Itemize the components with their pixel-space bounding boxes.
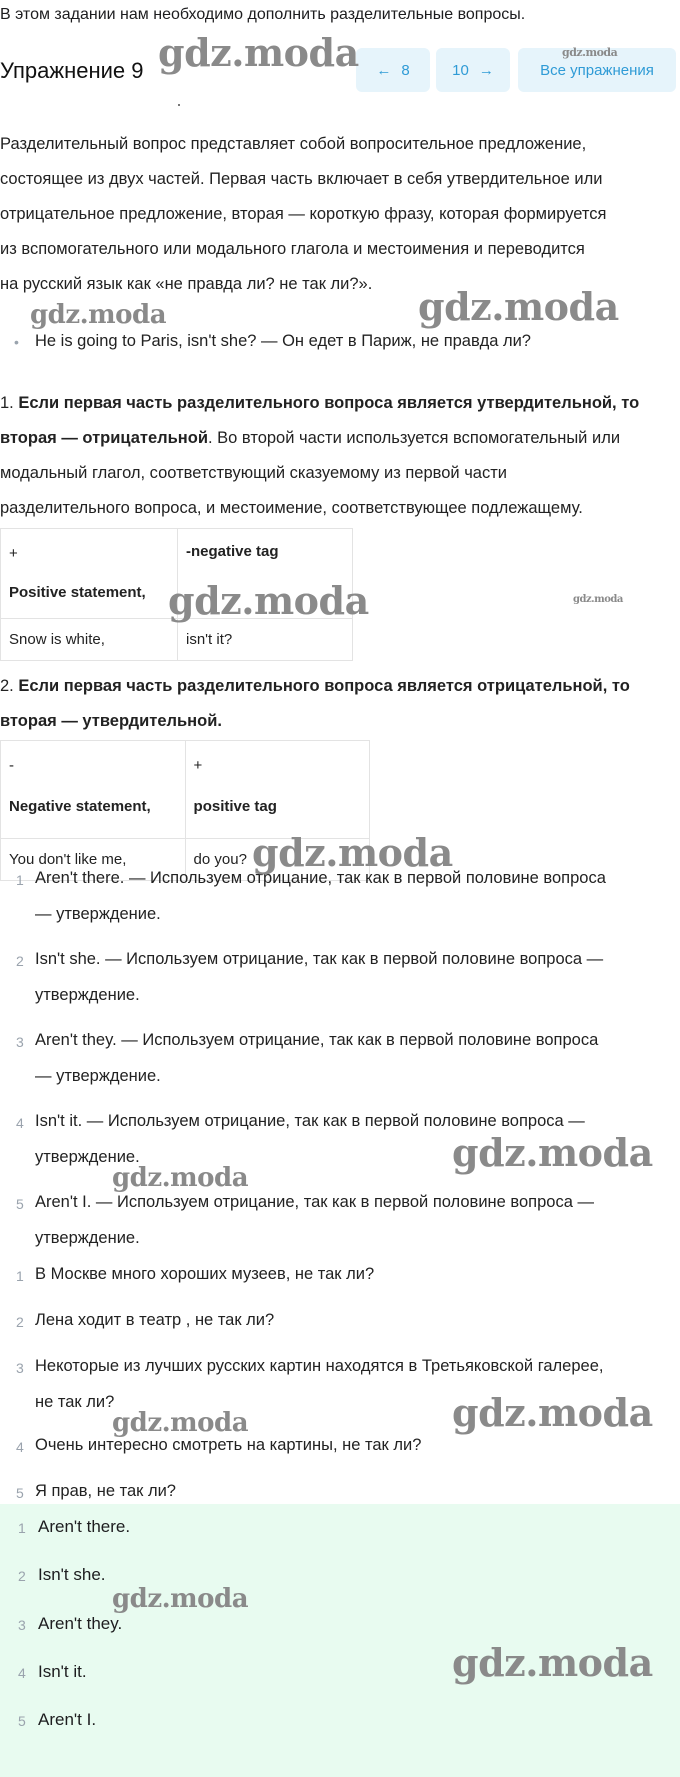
list-number: 1 (16, 1268, 24, 1284)
rule1-rest: . Во второй части используется вспомогательный или (207, 429, 621, 447)
list-number: 5 (16, 1196, 24, 1212)
all-exercises-label: Все упражнения (540, 61, 654, 79)
list-number: 4 (16, 1115, 24, 1131)
rule1-line1 (0, 393, 680, 413)
rule2-num: 2. (0, 677, 14, 695)
watermark: gdz.moda (562, 46, 618, 59)
list-number: 4 (16, 1439, 24, 1455)
rule1-bold2: вторая — отрицательной (0, 429, 208, 447)
theory-line: на русский язык как «не правда ли? не так ли?». (0, 275, 373, 293)
rule1-bold: Если первая часть разделительного вопроса является утвердительной, то (18, 394, 640, 412)
list-number: 1 (16, 872, 24, 888)
intro-text: В этом задании нам необходимо дополнить разделительные вопросы. (0, 6, 526, 23)
table2-plus-symbol: + (193, 757, 203, 774)
prev-exercise-label: 8 (401, 61, 410, 79)
watermark: gdz.moda (452, 1640, 653, 1685)
rule1-line3: модальный глагол, соответствующий сказуемому из первой части (0, 464, 508, 482)
answer-text: Aren't I. (38, 1710, 97, 1729)
list-item-line: Я прав, не так ли? (35, 1482, 176, 1500)
list-item-line: Очень интересно смотреть на картины, не так ли? (35, 1436, 422, 1454)
list-item-line: утверждение. (35, 1229, 140, 1247)
table1-header-cell (1, 529, 178, 619)
table1-cell-1: Snow is white, (9, 631, 105, 648)
answer-text: Aren't they. (38, 1614, 123, 1633)
bullet-icon: • (14, 334, 19, 350)
table2-header-cell (185, 741, 369, 839)
answer-number: 3 (18, 1617, 26, 1633)
watermark: gdz.moda (418, 284, 619, 329)
watermark: gdz.moda (168, 578, 369, 623)
rule2-line1 (0, 676, 680, 696)
table1-cell (178, 619, 353, 661)
next-exercise-label: 10 (452, 61, 469, 79)
answer-number: 2 (18, 1568, 26, 1584)
watermark: gdz.moda (112, 1584, 249, 1614)
arrow-left-icon: ← (376, 61, 392, 79)
rule1-line2 (0, 428, 680, 448)
rule1-num: 1. (0, 394, 14, 412)
answer-text: Isn't she. (38, 1565, 106, 1584)
table2-header-1: Negative statement, (9, 798, 151, 815)
list-item-line: Isn't she. — Используем отрицание, так как в первой половине вопроса — (35, 950, 604, 968)
list-item-line: Aren't they. — Используем отрицание, так как в первой половине вопроса (35, 1031, 599, 1049)
table2-cell-2: do you? (193, 851, 247, 868)
list-number: 5 (16, 1485, 24, 1501)
watermark: gdz.moda (158, 30, 359, 75)
next-exercise-button[interactable] (436, 48, 510, 92)
rule2-bold: Если первая часть разделительного вопроса является отрицательной, то (18, 677, 630, 695)
list-item-line: Aren't there. — Используем отрицание, так как в первой половине вопроса (35, 869, 606, 887)
list-item-line: Лена ходит в театр , не так ли? (35, 1311, 275, 1329)
page-title: Упражнение 9 (0, 58, 144, 83)
rule2-bold2: вторая — утвердительной. (0, 712, 222, 730)
list-number: 3 (16, 1360, 24, 1376)
watermark: gdz.moda (112, 1408, 249, 1438)
list-item-line: В Москве много хороших музеев, не так ли? (35, 1265, 375, 1283)
prev-exercise-button[interactable] (356, 48, 430, 92)
watermark: gdz.moda (112, 1163, 249, 1193)
list-item-line: не так ли? (35, 1393, 115, 1411)
answer-text: Aren't there. (38, 1517, 131, 1536)
answer-number: 5 (18, 1713, 26, 1729)
watermark: gdz.moda (573, 594, 623, 605)
answer-number: 1 (18, 1520, 26, 1536)
watermark: gdz.moda (452, 1390, 653, 1435)
list-item-line: Aren't I. — Используем отрицание, так как в первой половине вопроса — (35, 1193, 594, 1211)
watermark: gdz.moda (452, 1130, 653, 1175)
list-item-line: утверждение. (35, 986, 140, 1004)
table1-header-2: -negative tag (186, 543, 279, 560)
table2-minus-symbol: - (9, 757, 14, 774)
table-negative-clip (0, 740, 370, 868)
rule2-line2 (0, 711, 680, 731)
list-item-line: — утверждение. (35, 905, 161, 923)
arrow-right-icon: → (478, 61, 494, 79)
table1-cell (1, 619, 178, 661)
answer-number: 4 (18, 1665, 26, 1681)
answer-text: Isn't it. (38, 1662, 87, 1681)
list-item-line: Некоторые из лучших русских картин находятся в Третьяковской галерее, (35, 1357, 604, 1375)
table2-cell-1: You don't like me, (9, 851, 127, 868)
table2-header-cell (1, 741, 186, 839)
table1-plus-symbol: + (9, 545, 18, 562)
list-item-line: — утверждение. (35, 1067, 161, 1085)
theory-line: из вспомогательного или модального глагола и местоимения и переводится (0, 240, 585, 258)
dot-mark (178, 104, 180, 106)
table1-cell-2: isn't it? (186, 631, 233, 648)
theory-line: Разделительный вопрос представляет собой вопросительное предложение, (0, 135, 587, 153)
watermark: gdz.moda (252, 830, 453, 875)
list-item-line: утверждение. (35, 1148, 140, 1166)
list-number: 2 (16, 1314, 24, 1330)
list-number: 3 (16, 1034, 24, 1050)
theory-line: состоящее из двух частей. Первая часть включает в себя утвердительное или (0, 170, 603, 188)
rule1-line4: разделительного вопроса, и местоимение, соответствующее подлежащему. (0, 499, 583, 517)
table1-header-1: Positive statement, (9, 584, 146, 601)
list-number: 2 (16, 953, 24, 969)
list-item-line: Isn't it. — Используем отрицание, так как в первой половине вопроса — (35, 1112, 585, 1130)
theory-line: отрицательное предложение, вторая — короткую фразу, которая формируется (0, 205, 607, 223)
watermark: gdz.moda (30, 300, 167, 330)
table2-header-2: positive tag (193, 798, 277, 815)
theory-example: He is going to Paris, isn't she? — Он едет в Париж, не правда ли? (35, 332, 531, 350)
